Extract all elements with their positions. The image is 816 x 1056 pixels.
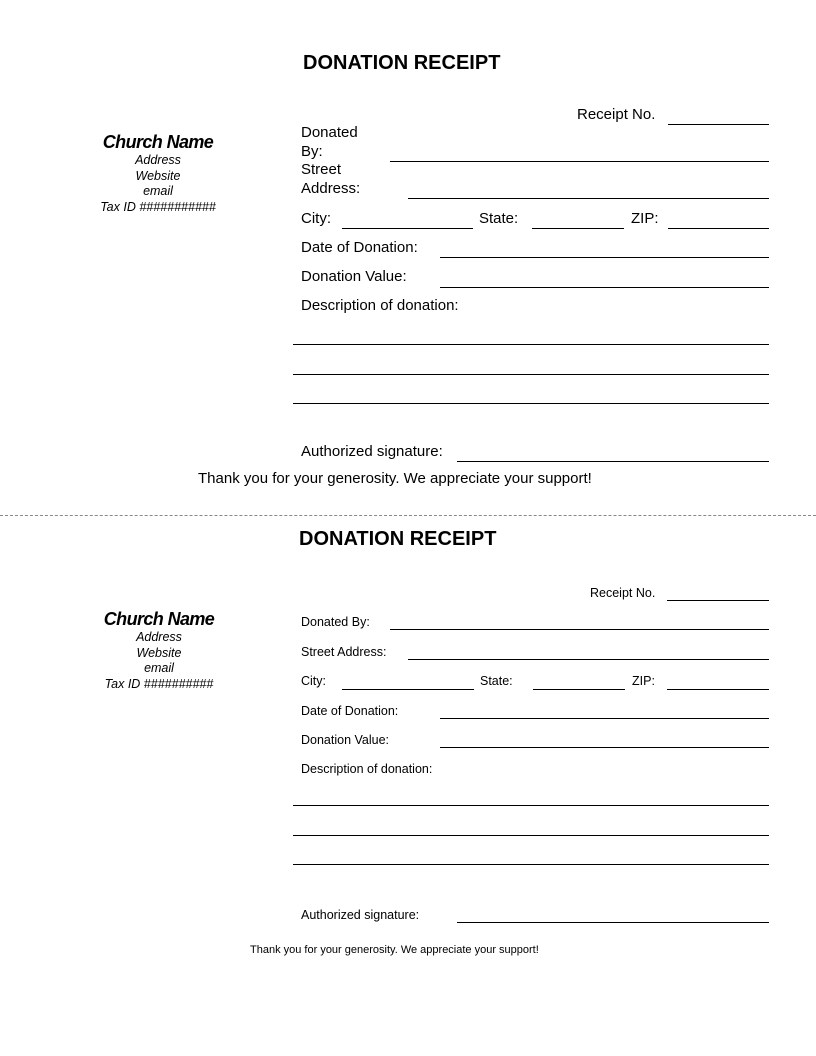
description-label: Description of donation:: [301, 762, 433, 776]
church-address: Address: [136, 630, 182, 644]
receipt-no-label: Receipt No.: [577, 106, 656, 123]
donated-by-label: [301, 124, 358, 161]
signature-field[interactable]: [457, 461, 769, 462]
description-line-3[interactable]: [293, 864, 769, 865]
church-website: Website: [135, 168, 181, 183]
state-label: State:: [480, 674, 513, 688]
city-field[interactable]: [342, 689, 474, 690]
church-tax-id: Tax ID ##########: [104, 676, 214, 691]
street-address-field[interactable]: [408, 198, 769, 199]
donation-value-label: Donation Value:: [301, 733, 390, 747]
church-email: email: [144, 661, 174, 675]
page-title: DONATION RECEIPT: [299, 528, 497, 550]
street-address-label-line1: Street: [301, 161, 342, 178]
zip-field[interactable]: [667, 689, 769, 690]
donation-value-field[interactable]: [440, 747, 769, 748]
thank-you-note: Thank you for your generosity. We appreciate your support!: [198, 470, 592, 487]
donation-value-label: Donation Value:: [301, 268, 407, 285]
church-tax-id: Tax ID ###########: [100, 199, 216, 214]
church-name: Church Name: [102, 132, 214, 152]
description-line-3[interactable]: [293, 403, 769, 404]
receipt-no-field[interactable]: [668, 124, 769, 125]
description-line-2[interactable]: [293, 835, 769, 836]
signature-label: Authorized signature:: [301, 908, 420, 922]
zip-field[interactable]: [668, 228, 769, 229]
street-address-label-line2: Address:: [301, 179, 361, 197]
date-label: Date of Donation:: [301, 704, 399, 718]
state-label: State:: [479, 210, 519, 227]
street-address-label: [301, 161, 360, 198]
state-field[interactable]: [533, 689, 625, 690]
church-name: Church Name: [103, 609, 215, 629]
zip-label: ZIP:: [631, 210, 659, 227]
city-label: City:: [301, 674, 326, 688]
church-website: Website: [136, 645, 182, 660]
city-label: City:: [301, 210, 331, 227]
zip-label: ZIP:: [632, 674, 655, 688]
description-label: Description of donation:: [301, 297, 459, 314]
donated-by-label-line1: Donated: [301, 124, 358, 141]
description-line-1[interactable]: [293, 805, 769, 806]
church-info: [98, 132, 218, 215]
donated-by-label: Donated By:: [301, 615, 370, 629]
page-title: DONATION RECEIPT: [303, 52, 501, 74]
church-address: Address: [135, 153, 181, 167]
date-field[interactable]: [440, 257, 769, 258]
church-info: [99, 609, 219, 692]
cut-line-divider: [0, 515, 816, 516]
church-email: email: [143, 184, 173, 198]
date-field[interactable]: [440, 718, 769, 719]
state-field[interactable]: [532, 228, 624, 229]
donated-by-field[interactable]: [390, 161, 769, 162]
thank-you-note: Thank you for your generosity. We appreciate your support!: [250, 944, 539, 956]
description-line-1[interactable]: [293, 344, 769, 345]
street-address-field[interactable]: [408, 659, 769, 660]
date-label: Date of Donation:: [301, 239, 418, 256]
receipt-no-field[interactable]: [667, 600, 769, 601]
donated-by-label-line2: By:: [301, 142, 323, 160]
description-line-2[interactable]: [293, 374, 769, 375]
donation-value-field[interactable]: [440, 287, 769, 288]
signature-field[interactable]: [457, 922, 769, 923]
street-address-label: Street Address:: [301, 645, 387, 659]
signature-label: Authorized signature:: [301, 443, 443, 460]
receipt-no-label: Receipt No.: [590, 586, 656, 600]
donated-by-field[interactable]: [390, 629, 769, 630]
city-field[interactable]: [342, 228, 473, 229]
